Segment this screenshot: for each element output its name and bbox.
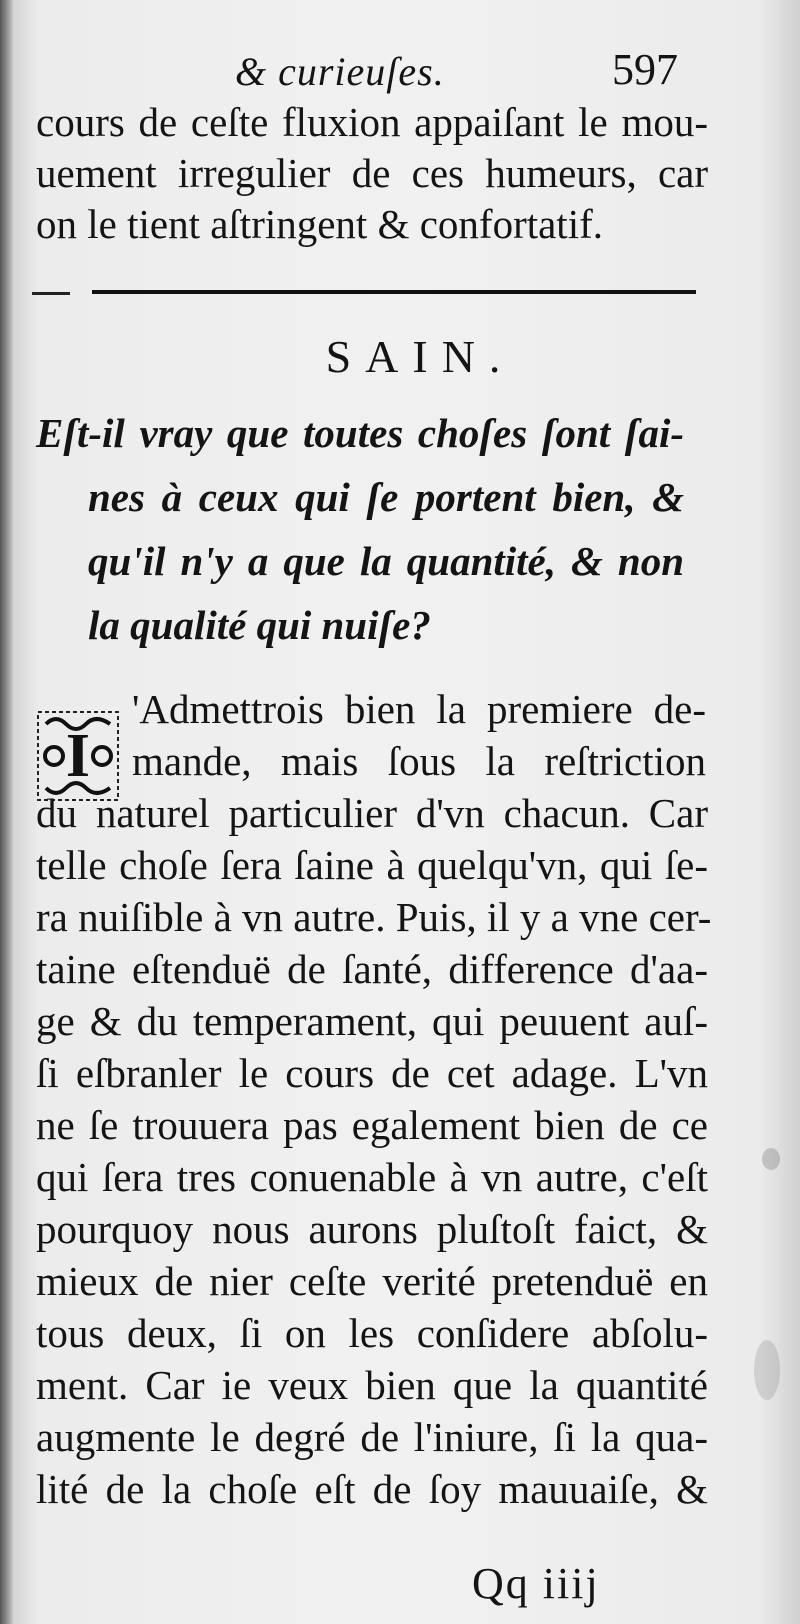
text-line: 'Admettrois bien la premiere de- <box>132 686 706 732</box>
text-line: ge & du temperament, qui peuuent auſ- <box>36 998 708 1044</box>
signature-mark: Qq iiij <box>472 1559 600 1608</box>
text-line: on le tient aſtringent & confortatif. <box>36 201 603 247</box>
text-line: telle choſe ſera ſaine à quelqu'vn, qui ſe- <box>36 842 708 888</box>
question-line: nes à ceux qui ſe portent bien, & <box>88 474 684 520</box>
divider-short <box>32 292 70 295</box>
question-line: la qualité qui nuiſe? <box>88 602 431 648</box>
ink-smudge <box>762 1148 780 1170</box>
binding-shadow <box>0 0 14 1624</box>
text-line: mieux de nier ceſte verité pretenduë en <box>36 1258 708 1304</box>
text-line: taine eſtenduë de ſanté, difference d'aa- <box>36 946 708 992</box>
text-line: du naturel particulier d'vn chacun. Car <box>36 790 708 836</box>
divider-rule <box>92 290 696 294</box>
text-line: lité de la choſe eſt de ſoy mauuaiſe, & <box>36 1466 708 1512</box>
text-line: cours de ceſte fluxion appaiſant le mou- <box>36 99 708 145</box>
text-line: tous deux, ſi on les conſidere abſolu- <box>36 1310 708 1356</box>
ink-smudge <box>754 1340 780 1400</box>
text-line: pourquoy nous aurons pluſtoſt faict, & <box>36 1206 708 1252</box>
dropcap-letter: I <box>65 722 91 790</box>
text-line: ment. Car ie veux bien que la quantité <box>36 1362 708 1408</box>
text-line: mande, mais ſous la reſtriction <box>132 738 706 784</box>
page-number: 597 <box>612 45 678 94</box>
text-line: ra nuiſible à vn autre. Puis, il y a vne cer- <box>36 894 712 940</box>
running-head: & curieuſes. <box>235 49 445 94</box>
question-line: qu'il n'y a que la quantité, & non <box>88 538 684 584</box>
text-line: ne ſe trouuera pas egalement bien de ce <box>36 1102 708 1148</box>
question-line: Eſt-il vray que toutes choſes ſont ſai- <box>36 410 684 456</box>
text-line: ſi eſbranler le cours de cet adage. L'vn <box>36 1050 708 1096</box>
section-title: SAIN. <box>325 331 515 382</box>
text-line: uement irregulier de ces humeurs, car <box>36 150 708 196</box>
page-header <box>0 44 800 104</box>
text-line: augmente le degré de l'iniure, ſi la qua- <box>36 1414 708 1460</box>
text-line: qui ſera tres conuenable à vn autre, c'eſt <box>36 1154 708 1200</box>
